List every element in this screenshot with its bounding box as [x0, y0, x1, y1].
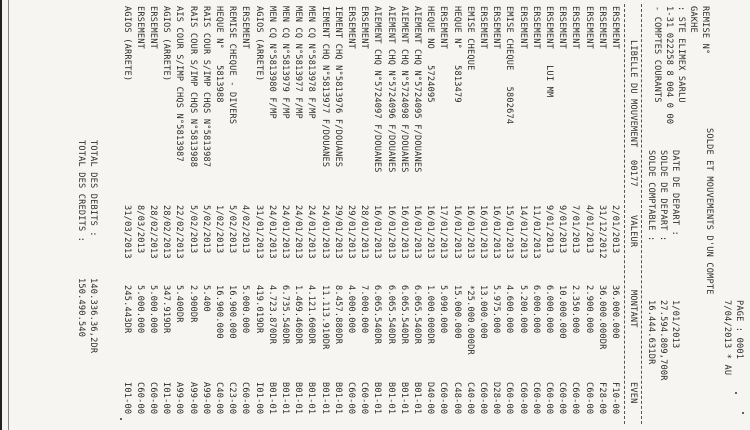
row-event-code: B01-01 [293, 382, 304, 415]
row-amount: 16.900.000 [227, 285, 238, 339]
row-libelle: AIEMENT CHQ N°5724096 F/DOUANES [385, 6, 396, 173]
row-amount: 347.919DR [161, 285, 172, 334]
client-name: : STE ELIMEX SARLU [676, 6, 686, 103]
row-value-date: 16/01/2013 [491, 205, 502, 259]
row-event-code: C60-00 [346, 382, 356, 415]
row-amount: 13.000.000 [478, 285, 488, 339]
row-value-date: 29/01/2013 [346, 205, 356, 259]
solde-comptable-label: SOLDE COMPTABLE : [646, 150, 656, 242]
row-amount: 5.000.000 [134, 285, 145, 334]
row-value-date: 7/01/2013 [570, 205, 581, 254]
row-amount: 4.121.600DR [306, 285, 317, 345]
row-libelle: AGIOS (ARRETE) [121, 6, 132, 82]
row-event-code: B01-01 [398, 382, 409, 415]
row-value-date: 24/01/2013 [293, 205, 304, 259]
row-libelle: ERSEMENT [570, 6, 581, 49]
row-amount: 2.350.000 [570, 285, 581, 334]
row-event-code: A99-00 [174, 382, 185, 415]
agency-name: GAKHE [688, 6, 698, 33]
row-amount: 5.000.000 [148, 285, 158, 334]
row-amount: 245.443DR [121, 285, 132, 334]
row-value-date: 16/01/2013 [398, 205, 409, 259]
solde-comptable-value: 16.444.631DR [646, 300, 656, 365]
row-amount: 6.735.540DR [280, 285, 290, 345]
row-event-code: C60-00 [148, 382, 158, 415]
columns-divider [624, 4, 625, 424]
row-libelle: EMISE CHEQUE [464, 6, 475, 71]
row-libelle: ERSEMENT [478, 6, 488, 49]
row-value-date: 29/01/2013 [332, 205, 343, 259]
total-debits-label: TOTAL DES DEBITS : [88, 140, 98, 237]
remise-label: REMISE N° [700, 6, 710, 55]
row-libelle: ERSEMENT [438, 6, 449, 49]
row-value-date: 9/01/2013 [544, 205, 554, 254]
row-event-code: I01-00 [253, 382, 264, 415]
header-divider [641, 4, 642, 424]
row-libelle: AIS COUR S/IMP CHQS N°5813987 [174, 6, 185, 162]
row-event-code: C60-00 [544, 382, 554, 415]
row-event-code: D28-00 [491, 382, 502, 415]
row-amount: 419.019DR [253, 285, 264, 334]
page-number: PAGE : 0001 [734, 300, 744, 360]
column-header-montant: MONTANT [628, 290, 638, 328]
row-libelle: RAIS COUR S/IMP CHQS N°5813987 [200, 6, 211, 168]
row-amount: 16.900.000 [214, 285, 224, 339]
row-libelle: AGIOS (ARRETE) [161, 6, 172, 82]
row-value-date: 16/01/2013 [385, 205, 396, 259]
row-libelle: EMISE CHEQUE 5802674 [504, 6, 515, 125]
row-value-date: 28/01/2013 [359, 205, 370, 259]
row-amount: 5.000.000 [240, 285, 251, 334]
row-value-date: 17/01/2013 [438, 205, 449, 259]
column-header-valeur: VALEUR [628, 215, 638, 248]
row-libelle: ERSEMENT [596, 6, 607, 49]
row-amount: 4.723.870DR [266, 285, 277, 345]
row-libelle: ERSEMENT [557, 6, 568, 49]
row-amount: 7.000.000 [359, 285, 370, 334]
row-event-code: B01-01 [412, 382, 422, 415]
row-amount: 1.469.460DR [293, 285, 304, 345]
row-value-date: 31/12/2012 [596, 205, 607, 259]
row-libelle: HEQUE N° 5813479 [451, 6, 462, 103]
row-event-code: F28-00 [596, 382, 607, 415]
row-libelle: IEMENT CHQ N°5813976 F/DOUANES [332, 6, 343, 168]
row-libelle: ERSEMENT [491, 6, 502, 49]
row-event-code: C60-00 [359, 382, 370, 415]
scan-speck [735, 392, 737, 394]
row-amount: 4.000.000 [346, 285, 356, 334]
row-amount: 5.400DR [174, 285, 185, 323]
row-amount: 6.000.000 [530, 285, 541, 334]
print-date: 7/04/2013 * AU [722, 300, 732, 376]
row-event-code: C60-00 [478, 382, 488, 415]
row-amount: 4.600.000 [504, 285, 515, 334]
row-libelle: ERSEMENT [359, 6, 370, 49]
row-libelle: REMISE CHEQUE - DIVERS [227, 6, 238, 125]
statement-title: SOLDE ET MOUVEMENTS D'UN COMPTE [704, 128, 714, 295]
row-event-code: C40-00 [214, 382, 224, 415]
row-event-code: C60-00 [530, 382, 541, 415]
row-event-code: I01-00 [121, 382, 132, 415]
total-debits-value: 140.336.36,2DR [88, 278, 98, 354]
row-libelle: MEN CQ N°5813978 F/MP [306, 6, 317, 119]
row-amount: 5.200.000 [517, 285, 528, 334]
row-event-code: C60-00 [583, 382, 594, 415]
row-event-code: B01-01 [385, 382, 396, 415]
row-libelle: AIEMENT CHQ N°5724097 F/DOUANES [372, 6, 383, 173]
scan-speck [742, 412, 744, 414]
row-event-code: C60-00 [517, 382, 528, 415]
account-type: - COMPTES COURANTS [652, 6, 662, 103]
row-value-date: 9/01/2013 [557, 205, 568, 254]
row-event-code: C60-00 [240, 382, 251, 415]
row-value-date: 5/02/2013 [187, 205, 198, 254]
row-value-date: 14/01/2013 [517, 205, 528, 259]
row-amount: 2.900.000 [583, 285, 594, 334]
row-amount: 36.000.000DR [596, 285, 607, 350]
row-value-date: 24/01/2013 [280, 205, 290, 259]
row-event-code: A99-00 [187, 382, 198, 415]
scan-speck [120, 418, 122, 420]
row-libelle: AGIOS (ARRETE) [253, 6, 264, 82]
date-depart-value: 1/01/2013 [670, 300, 680, 349]
row-event-code: B01-01 [332, 382, 343, 415]
row-value-date: 16/01/2013 [451, 205, 462, 259]
row-amount: 8.457.880DR [332, 285, 343, 345]
total-credits-label: TOTAL DES CREDITS : [76, 140, 86, 243]
row-amount: 5.400 [200, 285, 211, 312]
row-libelle: IEMENT CHQ N°5813977 F/DOUANES [319, 6, 330, 168]
row-amount: 11.113.910DR [319, 285, 330, 350]
row-libelle: ERSEMENT [148, 6, 158, 49]
row-value-date: 16/01/2013 [464, 205, 475, 259]
row-value-date: 16/01/2013 [412, 205, 422, 259]
row-libelle: ERSEMENT [530, 6, 541, 49]
row-value-date: 1/02/2013 [214, 205, 224, 254]
row-value-date: 2/01/2013 [610, 205, 620, 254]
solde-depart-label: SOLDE DE DEPART : [658, 150, 668, 242]
row-event-code: D40-00 [425, 382, 436, 415]
row-event-code: C60-00 [438, 382, 449, 415]
row-event-code: C23-00 [227, 382, 238, 415]
row-amount: 36.000.000 [610, 285, 620, 339]
row-libelle: AIEMENT CHQ N°5724098 F/DOUANES [398, 6, 409, 173]
row-amount: *25.000.000DR [464, 285, 475, 355]
row-libelle: HEQUE N° 5813988 [214, 6, 224, 103]
row-value-date: 11/01/2013 [530, 205, 541, 259]
row-amount: 6.065.540DR [385, 285, 396, 345]
row-value-date: 8/03/2013 [134, 205, 145, 254]
row-value-date: 15/01/2013 [504, 205, 515, 259]
row-value-date: 4/02/2013 [240, 205, 251, 254]
row-libelle: ERSEMENT LUI MM [544, 6, 554, 98]
column-header-even: EVEN [628, 382, 638, 404]
row-amount: 10.000.000 [557, 285, 568, 339]
row-event-code: C60-00 [134, 382, 145, 415]
row-libelle: ERSEMENT [346, 6, 356, 49]
row-libelle: MEN CQ N°5813980 F/MP [266, 6, 277, 119]
row-value-date: 31/03/2013 [121, 205, 132, 259]
row-event-code: B01-01 [319, 382, 330, 415]
row-event-code: C48-00 [451, 382, 462, 415]
row-libelle: HEQUE NO 5724095 [425, 6, 436, 103]
row-value-date: 31/01/2013 [253, 205, 264, 259]
row-value-date: 5/02/2013 [200, 205, 211, 254]
row-libelle: ERSEMENT [517, 6, 528, 49]
row-libelle: ERSEMENT [240, 6, 251, 49]
row-amount: 5.090.000 [438, 285, 449, 334]
row-event-code: B01-01 [280, 382, 290, 415]
row-value-date: 4/01/2013 [583, 205, 594, 254]
row-event-code: B01-01 [372, 382, 383, 415]
row-value-date: 24/01/2013 [266, 205, 277, 259]
row-libelle: MEN CQ N°5813979 F/MP [280, 6, 290, 119]
date-depart-label: DATE DE DEPART : [670, 150, 680, 236]
row-libelle: ERSEMENT [134, 6, 145, 49]
row-value-date: 5/02/2013 [227, 205, 238, 254]
row-value-date: 16/01/2013 [425, 205, 436, 259]
column-header-code: 00177 [628, 160, 638, 187]
row-amount: 6.000.000 [544, 285, 554, 334]
row-libelle: MEN CQ N°5813977 F/MP [293, 6, 304, 119]
row-libelle: AIEMENT CHQ N°5724095 F/DOUANES [412, 6, 422, 173]
row-amount: 6.065.540DR [398, 285, 409, 345]
row-event-code: I01-00 [161, 382, 172, 415]
row-event-code: C60-00 [570, 382, 581, 415]
row-libelle: ERSEMENT [583, 6, 594, 49]
column-header-libelle: LIBELLE DU MOUVEMENT [628, 40, 638, 148]
row-event-code: C60-00 [504, 382, 515, 415]
row-value-date: 28/02/2013 [148, 205, 158, 259]
account-number: 1-31 022258 8 004 0 00 [664, 6, 674, 125]
row-event-code: C60-00 [557, 382, 568, 415]
row-event-code: F10-00 [610, 382, 620, 415]
solde-depart-value: 27.594.809,700R [658, 300, 668, 381]
row-amount: 1.000.000DR [425, 285, 436, 345]
row-amount: 2.900DR [187, 285, 198, 323]
row-amount: 5.975.000 [491, 285, 502, 334]
row-value-date: 28/02/2013 [161, 205, 172, 259]
row-amount: 6.065.540DR [412, 285, 422, 345]
row-event-code: C40-00 [464, 382, 475, 415]
row-event-code: B01-01 [306, 382, 317, 415]
row-libelle: RAIS COUR S/IMP CHQS N°5813988 [187, 6, 198, 168]
row-libelle: ERSEMENT [610, 6, 620, 49]
row-value-date: 16/01/2013 [372, 205, 383, 259]
row-value-date: 24/01/2013 [306, 205, 317, 259]
row-value-date: 16/01/2013 [478, 205, 488, 259]
row-value-date: 24/01/2013 [319, 205, 330, 259]
row-amount: 6.065.540DR [372, 285, 383, 345]
total-credits-value: 150.490.540 [76, 278, 86, 338]
row-event-code: B01-01 [266, 382, 277, 415]
row-value-date: 22/02/2013 [174, 205, 185, 259]
row-amount: 15.000.000 [451, 285, 462, 339]
row-event-code: A99-00 [200, 382, 211, 415]
